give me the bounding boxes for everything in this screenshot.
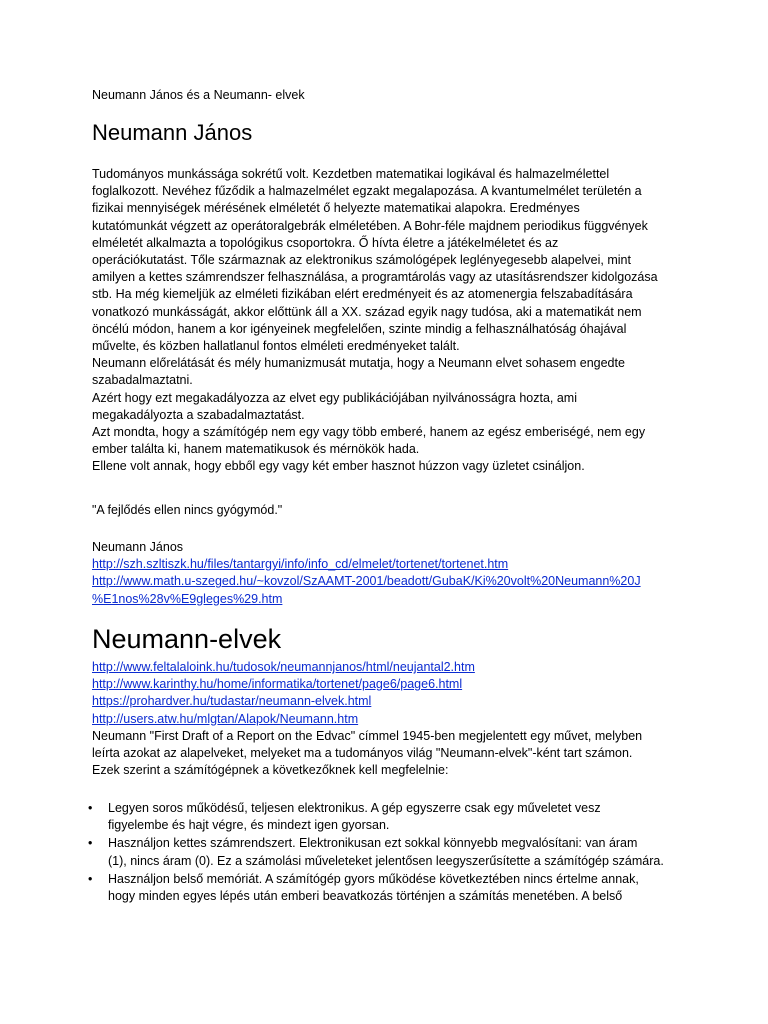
text-line: Ezek szerint a számítógépnek a következőknek kell megfelelnie:: [92, 763, 449, 778]
section-heading-neumann-elvek: Neumann-elvek: [92, 624, 282, 654]
text-line: Tudományos munkássága sokrétű volt. Kezdetben matematikai logikával és halmazelmélettel: [92, 167, 610, 181]
source-link[interactable]: http://www.karinthy.hu/home/informatika/tortenet/page6/page6.html: [92, 677, 463, 692]
bullet-icon: •: [88, 801, 93, 815]
text-line: Ellene volt annak, hogy ebből egy vagy két ember hasznot húzzon vagy üzletet csináljon.: [92, 459, 585, 474]
text-line: Használjon kettes számrendszert. Elektronikusan ezt sokkal könnyebb megvalósítani: van áram: [108, 836, 638, 851]
text-line: megakadályozta a szabadalmaztatást.: [92, 407, 305, 422]
source-link[interactable]: %E1nos%28v%E9gleges%29.htm: [92, 591, 283, 606]
text-line: művelte, és közben hallatlanul fontos elméleti eredményeket talált.: [92, 339, 460, 354]
text-line: hogy minden egyes lépés után emberi beavatkozás történjen a számítás menetében. A belső: [108, 889, 623, 904]
text-line: leírta azokat az alapelveket, melyeket ma a tudományos világ "Neumann-elvek"-ként tart számon.: [92, 746, 633, 761]
quote-text: "A fejlődés ellen nincs gyógymód.": [92, 503, 283, 517]
text-line: foglalkozott. Nevéhez fűződik a halmazelmélet egzakt megalapozása. A kvantumelmélet területén a: [92, 184, 642, 199]
text-line: Neumann "First Draft of a Report on the Edvac" címmel 1945-ben megjelentett egy művet, melyben: [92, 728, 643, 743]
source-link[interactable]: http://www.feltalaloink.hu/tudosok/neumannjanos/html/neujantal2.htm: [92, 660, 475, 674]
source-link[interactable]: http://www.math.u-szeged.hu/~kovzol/SzAAMT-2001/beadott/GubaK/Ki%20volt%20Neumann%20J: [92, 574, 641, 589]
text-line: Neumann előrelátását és mély humanizmusát mutatja, hogy a Neumann elvet sohasem engedte: [92, 356, 625, 371]
text-line: ember találta ki, hanem matematikusok és mérnökök hada.: [92, 442, 420, 457]
text-line: vonatkozó munkásságát, akkor előttünk áll a XX. század egyik nagy tudósa, aki a matematikát nem: [92, 304, 642, 319]
section-heading-neumann-janos: Neumann János: [92, 120, 253, 145]
source-link[interactable]: https://prohardver.hu/tudastar/neumann-elvek.html: [92, 694, 372, 709]
text-line: kutatómunkát végzett az operátoralgebrák elméletében. A Bohr-féle majdnem periodikus függvények: [92, 218, 648, 233]
list-item: [88, 871, 718, 905]
list-item: [88, 835, 718, 869]
source-links-2: [92, 659, 692, 779]
quote-author: Neumann János: [92, 540, 184, 554]
source-link[interactable]: http://users.atw.hu/mlgtan/Alapok/Neumann.htm: [92, 711, 359, 726]
bullet-icon: •: [88, 836, 93, 851]
text-line: Legyen soros működésű, teljesen elektronikus. A gép egyszerre csak egy műveletet vesz: [108, 801, 601, 815]
text-line: Használjon belső memóriát. A számítógép gyors működése következtében nincs értelme annak,: [108, 871, 639, 886]
document-title: Neumann János és a Neumann- elvek: [92, 88, 305, 102]
text-line: amilyen a kettes számrendszer felhasználása, a programtárolás vagy az utasításrendszer kidolgozása: [92, 270, 658, 285]
bullet-icon: •: [88, 871, 93, 886]
text-line: Azt mondta, hogy a számítógép nem egy vagy több emberé, hanem az egész emberiségé, nem egy: [92, 425, 646, 440]
text-line: szabadalmaztatni.: [92, 373, 193, 388]
list-item: [88, 800, 718, 834]
text-line: elméletét alkalmazta a topológikus csoportokra. Ő hívta életre a játékelméletet és az: [92, 235, 559, 250]
text-line: figyelembe és hajt végre, és mindezt igen gyorsan.: [108, 818, 390, 833]
quote: [92, 502, 682, 519]
principles-list: [88, 800, 718, 906]
text-line: (1), nincs áram (0). Ez a számolási műveleteket jelentősen leegyszerűsítette a számítógép számára.: [108, 853, 664, 868]
text-line: stb. Ha még kiemeljük az elméleti fizikában elért eredményeit és az atomenergia felszabadítására: [92, 287, 633, 302]
source-link[interactable]: http://szh.szltiszk.hu/files/tantargyi/info/info_cd/elmelet/tortenet/tortenet.htm: [92, 557, 509, 572]
text-line: öncélú módon, hanem a kor igényeinek megfelelően, szinte mindig a felhasználhatóság óhajával: [92, 321, 627, 336]
biography-paragraph: [92, 166, 682, 476]
text-line: operációkutatást. Tőle származnak az elektronikus számológépek leglényegesebb alapelvei, mint: [92, 253, 631, 268]
source-links-1: [92, 539, 692, 608]
text-line: fizikai mennyiségek mérésének elméletét ő helyezte matematikai alapokra. Eredményes: [92, 201, 580, 216]
text-line: Azért hogy ezt megakadályozza az elvet egy publikációjában nyilvánosságra hozta, ami: [92, 390, 577, 405]
